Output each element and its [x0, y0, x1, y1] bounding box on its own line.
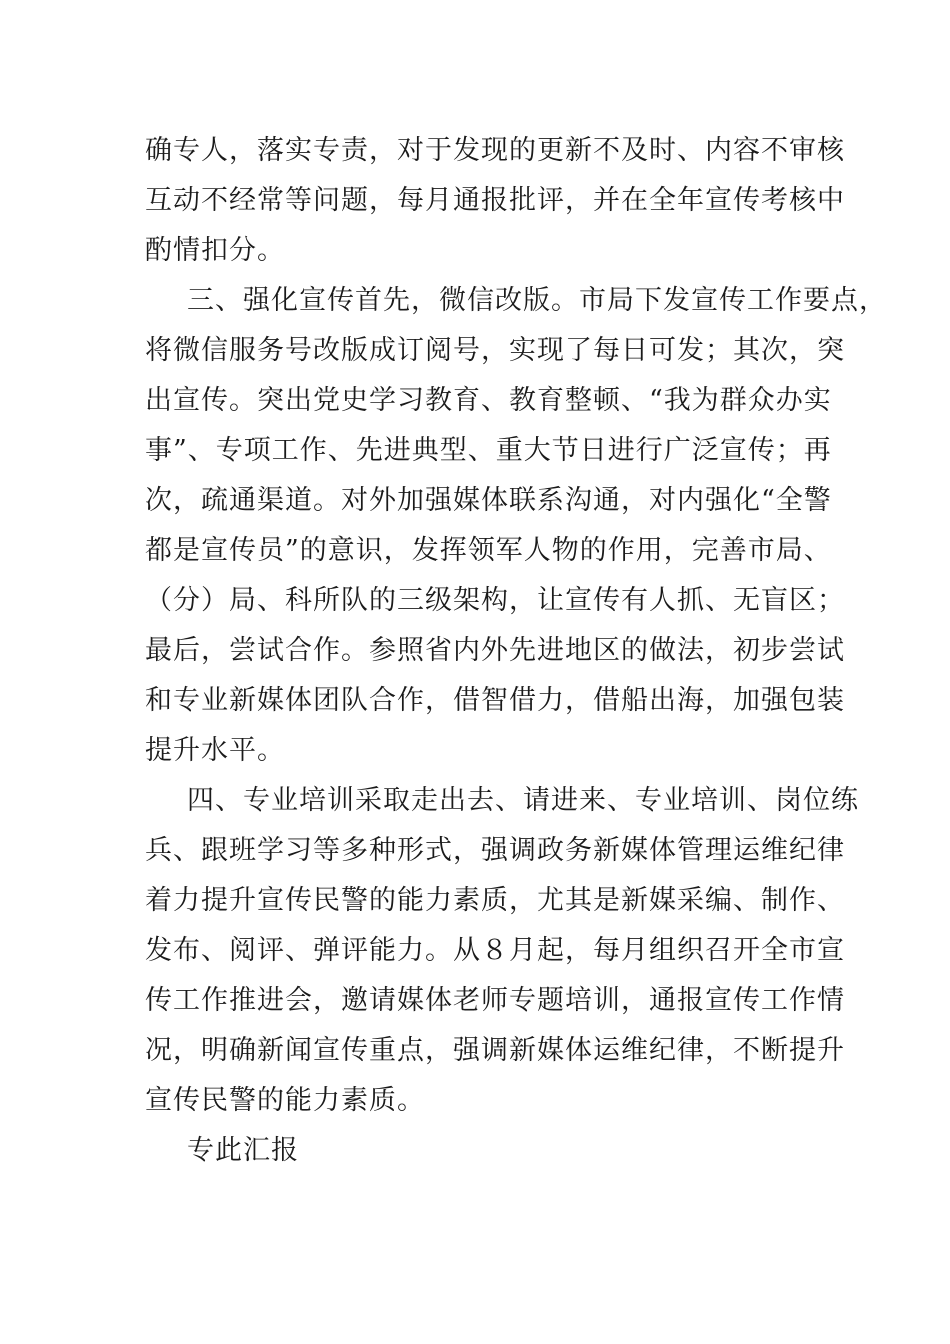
- text-line: 提升水平。: [145, 735, 285, 766]
- text-line: 互动不经常等问题，每月通报批评，并在全年宣传考核中: [145, 185, 845, 216]
- text-line: 着力提升宣传民警的能力素质，尤其是新媒采编、制作、: [145, 885, 845, 916]
- text-line: 三、强化宣传首先，微信改版。市局下发宣传工作要点，: [187, 285, 887, 316]
- text-line: 次，疏通渠道。对外加强媒体联系沟通，对内强化“全警: [145, 485, 832, 516]
- text-line: 四、专业培训采取走出去、请进来、专业培训、岗位练: [187, 785, 859, 816]
- text-line: 和专业新媒体团队合作，借智借力，借船出海，加强包装: [145, 685, 845, 716]
- text-line: 专此汇报: [187, 1135, 299, 1166]
- text-line: 最后，尝试合作。参照省内外先进地区的做法，初步尝试: [145, 635, 845, 666]
- text-line: 宣传民警的能力素质。: [145, 1085, 425, 1116]
- text-line: 兵、跟班学习等多种形式，强调政务新媒体管理运维纪律: [145, 835, 845, 866]
- text-line: 事”、专项工作、先进典型、重大节日进行广泛宣传；再: [145, 435, 832, 466]
- text-line: 酌情扣分。: [145, 235, 285, 266]
- text-line: 都是宣传员”的意识，发挥领军人物的作用，完善市局、: [145, 535, 832, 566]
- text-line: 发布、阅评、弹评能力。从８月起，每月组织召开全市宣: [145, 935, 845, 966]
- text-line: 传工作推进会，邀请媒体老师专题培训，通报宣传工作情: [145, 985, 845, 1016]
- text-line: （分）局、科所队的三级架构，让宣传有人抓、无盲区；: [145, 585, 845, 616]
- text-line: 将微信服务号改版成订阅号，实现了每日可发；其次，突: [145, 335, 845, 366]
- text-line: 况，明确新闻宣传重点，强调新媒体运维纪律，不断提升: [145, 1035, 845, 1066]
- text-line: 出宣传。突出党史学习教育、教育整顿、“我为群众办实: [145, 385, 832, 416]
- text-line: 确专人，落实专责，对于发现的更新不及时、内容不审核: [145, 135, 845, 166]
